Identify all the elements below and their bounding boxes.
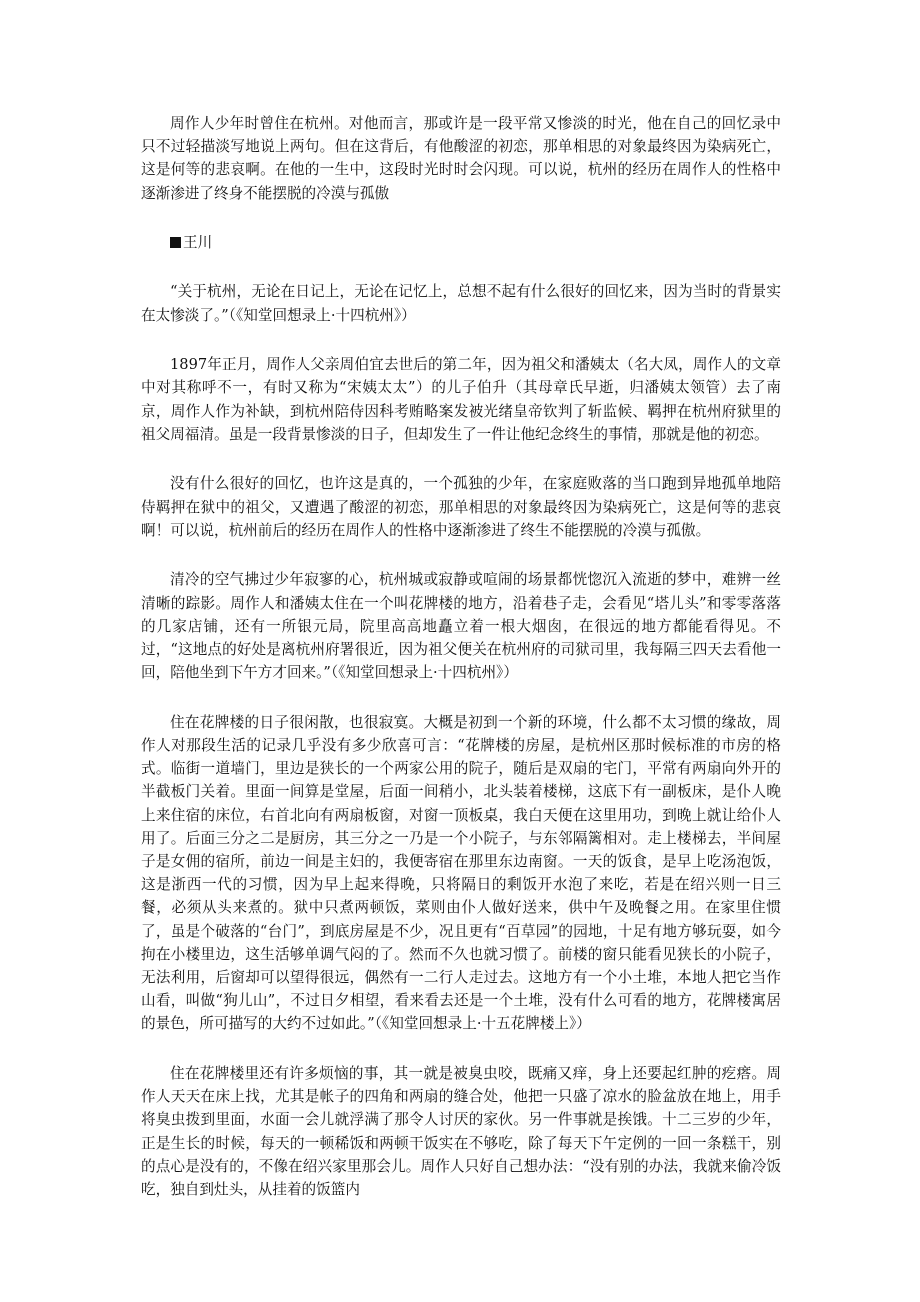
article-intro: 周作人少年时曾住在杭州。对他而言，那或许是一段平常又惨淡的时光，他在自己的回忆录中只不过轻描淡写地说上两句。但在这背后，有他酸涩的初恋，那单相思的对象最终因为染病死亡，这是何等的悲哀啊。在他的一生中，这段时光时时会闪现。可以说，杭州的经历在周作人的性格中逐渐渗进了终身不能摆脱的冷漠与孤傲 [141,115,781,202]
paragraph: 住在花牌楼的日子很闲散，也很寂寞。大概是初到一个新的环境，什么都不太习惯的缘故，周作人对那段生活的记录几乎没有多少欣喜可言：“花牌楼的房屋，是杭州区那时候标准的市房的格式。临街一道墙门，里边是狭长的一个两家公用的院子，随后是双扇的宅门，平常有两扇向外开的半截板门关着。里面一间算是堂屋，后面一间稍小，北头装着楼梯，这底下有一副板床，是仆人晚上来住宿的床位，右首北向有两扇板窗，对窗一顶板桌，我白天便在这里用功，到晚上就让给仆人用了。后面三分之二是厨房，其三分之一乃是一个小院子，与东邻隔篱相对。走上楼梯去，半间屋子是女佣的宿所，前边一间是主妇的，我便寄宿在那里东边南窗。一天的饭食，是早上吃汤泡饭，这是浙西一代的习惯，因为早上起来得晚，只将隔日的剩饭开水泡了来吃，若是在绍兴则一日三餐，必须从头来煮的。狱中只煮两顿饭，菜则由仆人做好送来，供中午及晚餐之用。在家里住惯了，虽是个破落的“台门”，到底房屋是不少，况且更有“百草园”的园地，十足有地方够玩耍，如今拘在小楼里边，这生活够单调气闷的了。然而不久也就习惯了。前楼的窗只能看见狭长的小院子，无法利用，后窗却可以望得很远，偶然有一二行人走过去。这地方有一个小土堆，本地人把它当作山看，叫做“狗儿山”，不过日夕相望，看来看去还是一个土堆，没有什么可看的地方，花牌楼寓居的景色，所可描写的大约不过如此。”（《知堂回想录上·十五花牌楼上》） [141,713,781,1033]
paragraph: “关于杭州，无论在日记上，无论在记忆上，总想不起有什么很好的回忆来，因为当时的背景实在太惨淡了。”（《知堂回想录上·十四杭州》） [141,283,781,324]
author-name: 王川 [183,233,213,251]
black-square-icon [170,237,181,248]
paragraph: 住在花牌楼里还有许多烦恼的事，其一就是被臭虫咬，既痛又痒，身上还要起红肿的疙瘩。周作人天天在床上找，尤其是帐子的四角和两扇的缝合处，他把一只盛了凉水的脸盆放在地上，用手将臭虫拨到里面，水面一会儿就浮满了那令人讨厌的家伙。另一件事就是挨饿。十二三岁的少年，正是生长的时候，每天的一顿稀饭和两顿干饭实在不够吃，除了每天下午定例的一回一条糕干，别的点心是没有的，不像在绍兴家里那会儿。周作人只好自己想办法：“没有别的办法，我就来偷冷饭吃，独自到灶头，从挂着的饭篮内 [141,1065,781,1199]
paragraph: 没有什么很好的回忆，也许这是真的，一个孤独的少年，在家庭败落的当口跑到异地孤单地陪侍羁押在狱中的祖父，又遭遇了酸涩的初恋，那单相思的对象最终因为染病死亡，这是何等的悲哀啊！可以说，杭州前后的经历在周作人的性格中逐渐渗进了终生不能摆脱的冷漠与孤傲。 [141,475,781,539]
paragraph: 清冷的空气拂过少年寂寥的心，杭州城或寂静或喧闹的场景都恍惚沉入流逝的梦中，难辨一丝清晰的踪影。周作人和潘姨太住在一个叫花牌楼的地方，沿着巷子走，会看见“塔儿头”和零零落落的几家店铺，还有一所银元局，院里高高地矗立着一根大烟囱，在很远的地方都能看得见。不过，“这地点的好处是离杭州府署很近，因为祖父便关在杭州府的司狱司里，我每隔三四天去看他一回，陪他坐到下午方才回来。”（《知堂回想录上·十四杭州》） [141,571,781,682]
author-byline [141,231,781,254]
paragraph: 1897年正月，周作人父亲周伯宜去世后的第二年，因为祖父和潘姨太（名大凤，周作人的文章中对其称呼不一，有时又称为“宋姨太太”）的儿子伯升（其母章氏早逝，归潘姨太领管）去了南京，周作人作为补缺，到杭州陪侍因科考贿略案发被光绪皇帝钦判了斩监候、羁押在杭州府狱里的祖父周福清。虽是一段背景惨淡的日子，但却发生了一件让他纪念终生的事情，那就是他的初恋。 [141,356,781,443]
article-body [141,112,781,1228]
